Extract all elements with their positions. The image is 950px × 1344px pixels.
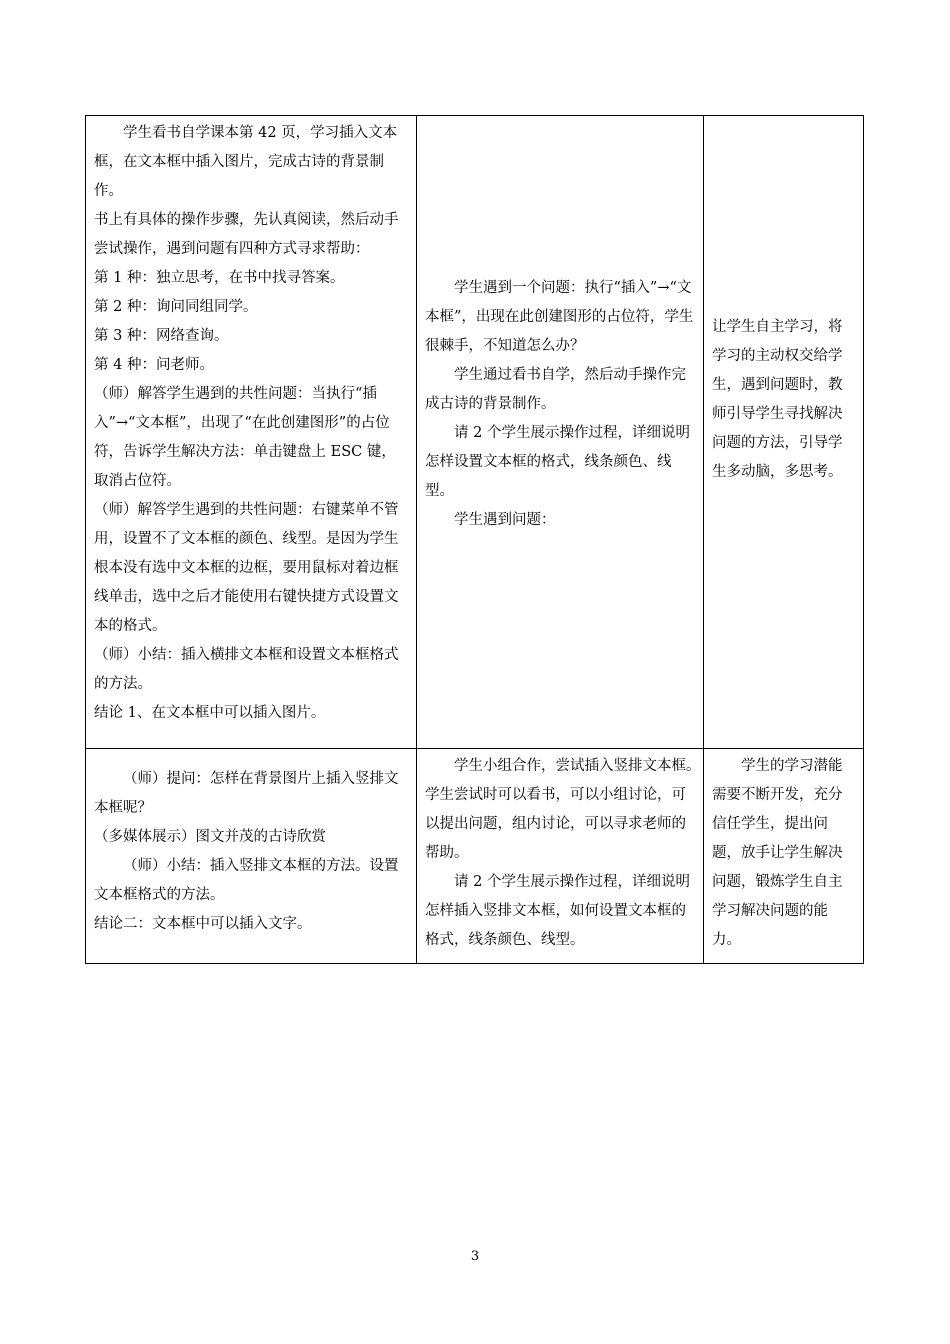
paragraph: （师）解答学生遇到的共性问题：当执行“插入”→“文本框”，出现了“在此创建图形”的占位符，告诉学生解决方法：单击键盘上 ESC 键，取消占位符。	[94, 386, 396, 489]
paragraph: 第 2 种：询问同组同学。	[94, 299, 258, 315]
paragraph: 第 1 种：独立思考，在书中找寻答案。	[94, 270, 345, 286]
paragraph: 学生的学习潜能需要不断开发，充分信任学生，提出问题，放手让学生解决问题，锻炼学生自主学习解决问题的能力。	[712, 758, 843, 948]
paragraph: （师）小结：插入横排文本框和设置文本框格式的方法。	[94, 647, 399, 692]
table-row	[86, 116, 864, 749]
paragraph: （多媒体展示）图文并茂的古诗欣赏	[94, 829, 326, 845]
paragraph: 第 4 种：问老师。	[94, 357, 214, 373]
paragraph: （师）提问：怎样在背景图片上插入竖排文本框呢？	[94, 771, 399, 816]
student-cell	[417, 749, 708, 964]
paragraph: 第 3 种：网络查询。	[94, 328, 229, 344]
purpose-cell	[704, 749, 864, 964]
paragraph: 让学生自主学习，将学习的主动权交给学生，遇到问题时，教师引导学生寻找解决问题的方法，引导学生多动脑，多思考。	[712, 319, 843, 480]
page-number: 3	[470, 1249, 480, 1264]
activity-cell	[86, 749, 417, 964]
paragraph: 书上有具体的操作步骤，先认真阅读，然后动手尝试操作，遇到问题有四种方式寻求帮助：	[94, 212, 399, 257]
table-row	[86, 749, 864, 964]
activity-cell	[86, 116, 417, 749]
paragraph: 学生看书自学课本第 42 页，学习插入文本框，在文本框中插入图片，完成古诗的背景制作。	[94, 125, 398, 199]
paragraph: 请 2 个学生展示操作过程，详细说明怎样设置文本框的格式，线条颜色、线型。	[425, 424, 690, 499]
paragraph: 结论二：文本框中可以插入文字。	[94, 916, 312, 932]
paragraph: 结论 1、在文本框中可以插入图片。	[94, 705, 326, 721]
paragraph: 请 2 个学生展示操作过程，详细说明怎样插入竖排文本框，如何设置文本框的格式，线条颜色、线型。	[425, 874, 690, 948]
student-cell	[417, 116, 704, 749]
paragraph: 学生通过看书自学，然后动手操作完成古诗的背景制作。	[425, 366, 686, 412]
paragraph: 学生小组合作，尝试插入竖排文本框。 学生尝试时可以看书，可以小组讨论，可以提出问题，组内讨论，可以寻求老师的帮助。	[425, 758, 708, 861]
paragraph: （师）解答学生遇到的共性问题：右键菜单不管用，设置不了文本框的颜色、线型。是因为学生根本没有选中文本框的边框，要用鼠标对着边框线单击，选中之后才能使用右键快捷方式设置文本的格式。	[94, 502, 399, 634]
lesson-table	[85, 115, 864, 964]
paragraph: （师）小结：插入竖排文本框的方法。设置文本框格式的方法。	[94, 858, 399, 903]
purpose-cell	[704, 116, 864, 749]
paragraph: 学生遇到问题：	[454, 511, 556, 528]
paragraph: 学生遇到一个问题：执行“插入”→“文本框”，出现在此创建图形的占位符，学生很棘手，不知道怎么办？	[425, 279, 694, 354]
